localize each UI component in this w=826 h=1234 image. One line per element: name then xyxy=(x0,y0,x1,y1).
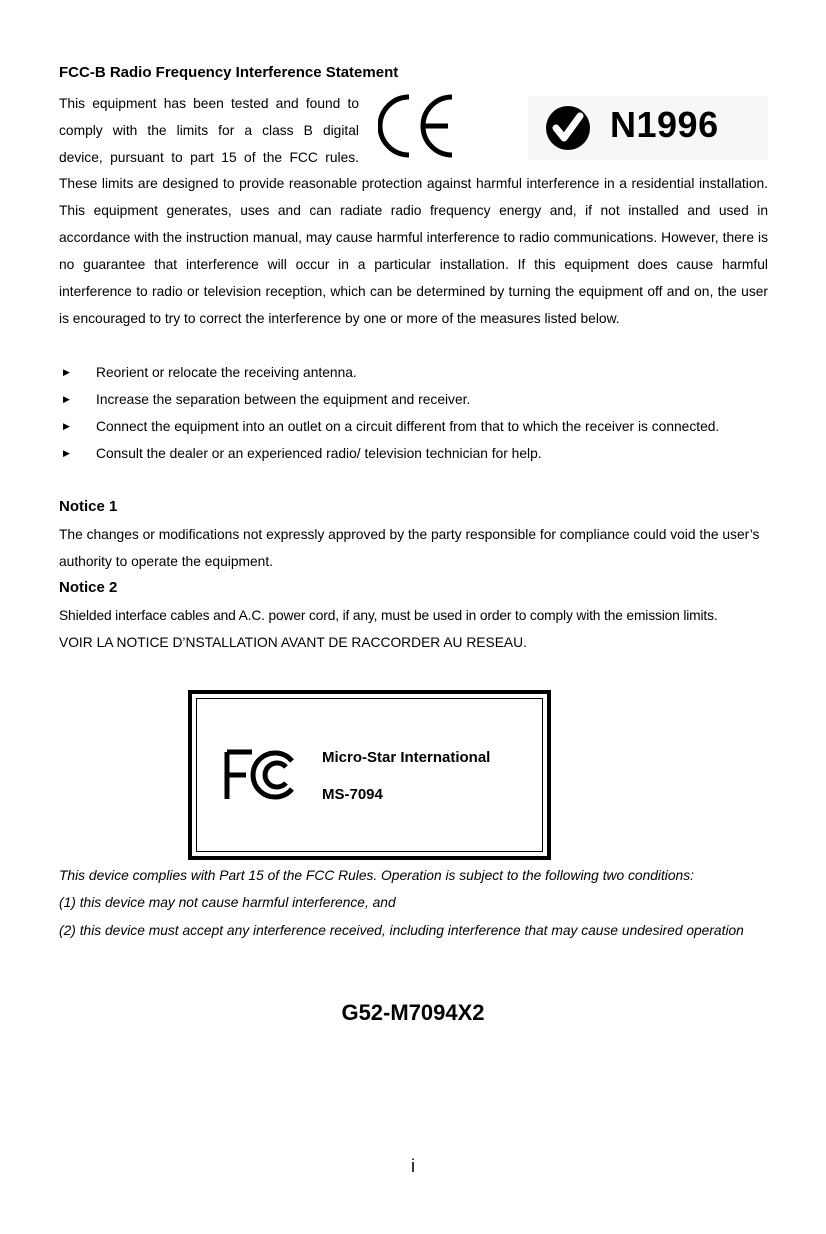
list-item xyxy=(59,440,779,467)
measure-text: Connect the equipment into an outlet on a circuit different from that to which the receiver is connected. xyxy=(96,419,720,434)
fcc-intro-text xyxy=(59,90,359,171)
fcc-label-model: MS-7094 xyxy=(322,786,383,803)
list-item xyxy=(59,413,779,440)
fcc-label-box xyxy=(188,690,551,860)
notice2-french: VOIR LA NOTICE D’NSTALLATION AVANT DE RACCORDER AU RESEAU. xyxy=(59,635,527,650)
list-item xyxy=(59,386,779,413)
fcc-main-paragraph: These limits are designed to provide reasonable protection against harmful interference in a residential installation. This equipment generates, uses and can radiate radio frequency energy and, if not installed and used in accordance with the instruction manual, may cause harmful interference to radio communications. However, there is no guarantee that interference will occur in a particular installation. If this equipment does cause harmful interference to radio or television reception, which can be determined by turning the equipment off and on, the user is encouraged to try to correct the interference by one or more of the measures listed below. xyxy=(59,176,768,326)
measures-list xyxy=(59,359,779,467)
part-number: G52-M7094X2 xyxy=(341,1000,485,1025)
notice2-title: Notice 2 xyxy=(59,579,118,596)
bullet-arrow-icon: ▶ xyxy=(63,394,70,404)
bullet-arrow-icon: ▶ xyxy=(63,421,70,431)
notice2-text: Shielded interface cables and A.C. power cord, if any, must be used in order to comply with the emission limits. xyxy=(59,608,718,623)
notice1-title: Notice 1 xyxy=(59,498,118,515)
compliance-line-2: (1) this device may not cause harmful interference, and xyxy=(59,895,396,910)
c-tick-code: N1996 xyxy=(610,104,719,145)
fcc-logo-icon xyxy=(224,749,298,801)
intro-line-1: This equipment has been tested and found to xyxy=(59,96,359,111)
intro-line-3: device, pursuant to part 15 of the FCC rules. xyxy=(59,150,359,165)
c-tick-logo xyxy=(528,96,768,160)
measure-text: Consult the dealer or an experienced radio/ television technician for help. xyxy=(96,446,542,461)
notice1-text: The changes or modifications not expressly approved by the party responsible for compliance could void the user’s authority to operate the equipment. xyxy=(59,527,760,569)
compliance-line-3: (2) this device must accept any interference received, including interference that may cause undesired operation xyxy=(59,923,744,938)
page-number: i xyxy=(411,1156,415,1176)
ce-mark-logo xyxy=(378,93,458,159)
measure-text: Increase the separation between the equipment and receiver. xyxy=(96,392,471,407)
fcc-statement-title: FCC-B Radio Frequency Interference Statement xyxy=(59,64,399,81)
fcc-label-company: Micro-Star International xyxy=(322,749,491,766)
bullet-arrow-icon: ▶ xyxy=(63,367,70,377)
compliance-line-1: This device complies with Part 15 of the FCC Rules. Operation is subject to the following two conditions: xyxy=(59,868,694,883)
intro-line-2: comply with the limits for a class B digital xyxy=(59,123,359,138)
bullet-arrow-icon: ▶ xyxy=(63,448,70,458)
c-tick-icon xyxy=(544,104,592,152)
list-item xyxy=(59,359,779,386)
measure-text: Reorient or relocate the receiving antenna. xyxy=(96,365,357,380)
